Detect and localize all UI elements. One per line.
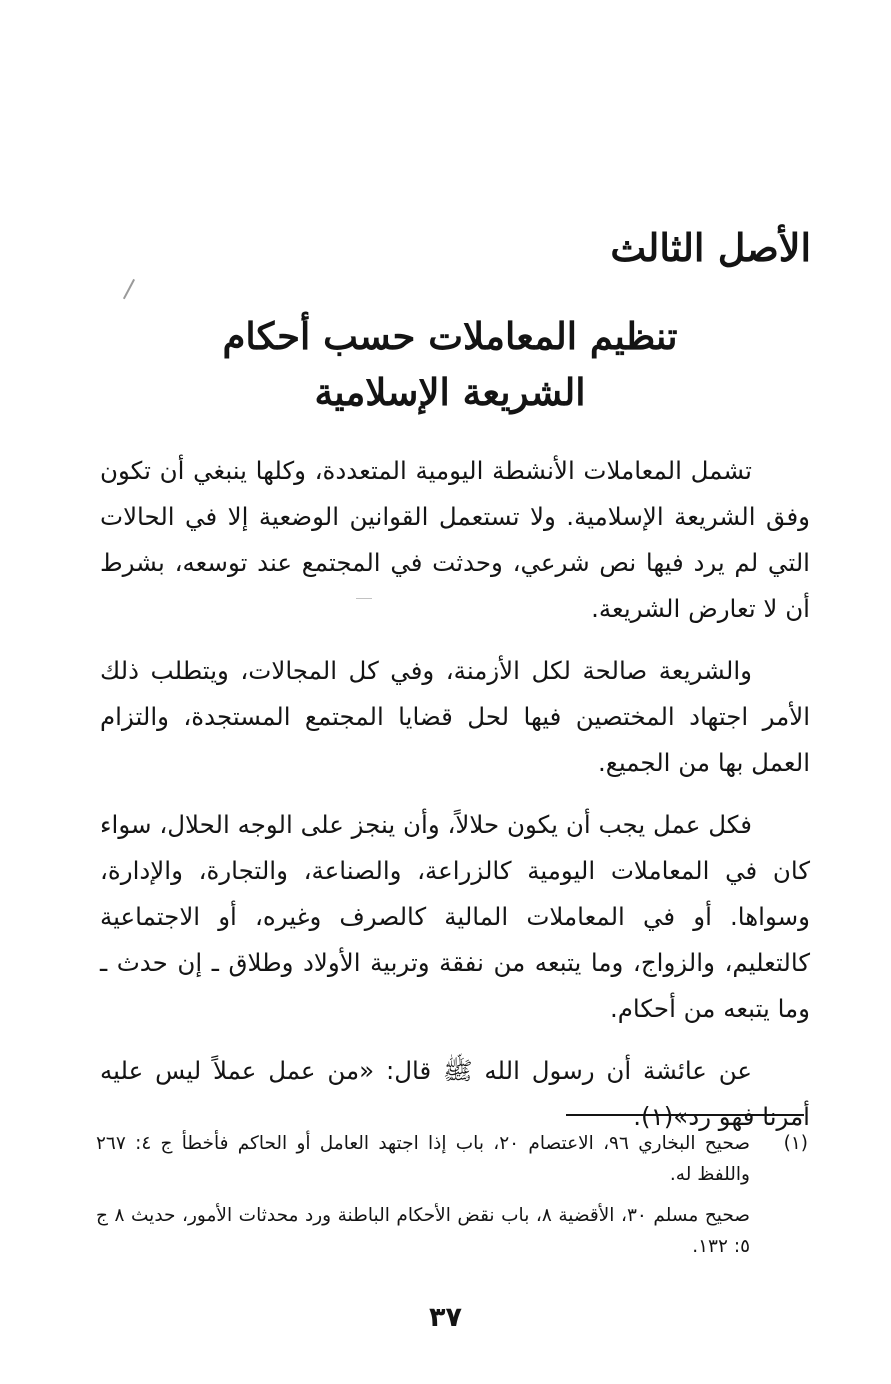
page-number: ٣٧ xyxy=(429,1302,462,1333)
paragraph: تشمل المعاملات الأنشطة اليومية المتعددة، وكلها ينبغي أن تكون وفق الشريعة الإسلامية. ولا تستعمل القوانين الوضعية إلا في الحالات التي لم يرد فيها نص شرعي، وحدثت في المجتمع عند توسعه، بشرط أن لا تعارض الشريعة. xyxy=(100,456,810,623)
section-label: الأصل الثالث xyxy=(610,225,811,270)
paragraph: فكل عمل يجب أن يكون حلالاً، وأن ينجز على الوجه الحلال، سواء كان في المعاملات اليومية كالزراعة، والصناعة، والتجارة، والإدارة، وسواها. أو في المعاملات المالية كالصرف وغيره، أو الاجتماعية كالتعليم، والزواج، وما يتبعه من نفقة وتربية الأولاد وطلاق ـ إن حدث ـ وما يتبعه من أحكام. xyxy=(100,810,810,1023)
footnote-text: صحيح البخاري ٩٦، الاعتصام ٢٠، باب إذا اجتهد العامل أو الحاكم فأخطأ ج ٤: ٢٦٧ واللفظ له. xyxy=(96,1133,750,1185)
footnote-number: (١) xyxy=(783,1133,808,1154)
footnote-text: صحيح مسلم ٣٠، الأقضية ٨، باب نقض الأحكام الباطنة ورد محدثات الأمور، حديث ٨ ج ٥: ١٣٢. xyxy=(96,1205,751,1257)
footnote-item xyxy=(96,1128,808,1190)
paragraph: والشريعة صالحة لكل الأزمنة، وفي كل المجالات، ويتطلب ذلك الأمر اجتهاد المختصين فيها لحل قضايا المجتمع المستجدة، والتزام العمل بها من الجميع. xyxy=(100,656,810,777)
footnotes xyxy=(96,1128,808,1272)
footnote-separator xyxy=(566,1114,804,1116)
footnote-item xyxy=(96,1200,808,1262)
chapter-title xyxy=(150,308,750,420)
scan-mark xyxy=(123,279,135,299)
body-text xyxy=(100,448,810,1156)
chapter-title-line-1: تنظيم المعاملات حسب أحكام xyxy=(222,314,678,358)
chapter-title-line-2: الشريعة الإسلامية xyxy=(314,370,586,414)
paragraph: عن عائشة أن رسول الله ﷺ قال: «من عمل عملاً ليس عليه أمرنا فهو رد»(١). xyxy=(100,1056,810,1131)
